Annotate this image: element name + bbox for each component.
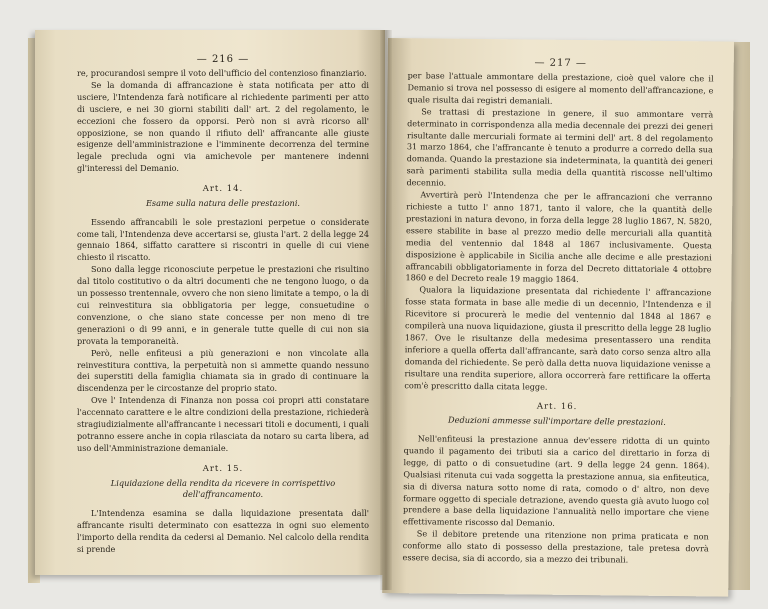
article-16-heading: Art. 16. (536, 402, 578, 413)
left-paragraph: L'Intendenza esamina se dalla liquidazione presentata dall' affrancante risulti determinato con esattezza in ogni suo elemento l'importo della rendita da cedersi al Demanio. Nel calcolo della rendita si prende (77, 507, 369, 554)
right-paragraph: Se il debitore pretende una ritenzione non prima praticata e non conforme allo stato di possesso della prestazione, tale pretesa dovrà essere decisa, sia di accordo, sia a mezzo dei tribunali. (402, 528, 709, 565)
book-gutter (380, 30, 392, 590)
article-15-title: Liquidazione della rendita da ricevere in corrispettivo (110, 477, 336, 488)
right-page (382, 38, 734, 597)
right-paragraph: Nell'enfiteusi la prestazione annua dev'essere ridotta di un quinto quando il pagamento dei tributi sia a carico del direttario in forza di legge, di patto o di consuetudine (art. 9 della legge 24 genn. 1864). Qualsiasi ritenuta cui vada soggetta la prestazione annua, sia enfiteutica, sia di diversa natura sotto nome di rata, comodo o d' altro, non deve formare oggetto di speciale detrazione, avendo questa già avuto luogo col prendere a base della liquidazione l'annualità nello importare che viene effettivamente riscosso dal Demanio. (402, 433, 710, 529)
article-15-heading: Art. 15. (202, 463, 244, 474)
right-paragraph: Avvertirà però l'Intendenza che per le affrancazioni che verranno richieste a tutto l' anno 1871, tanto il valore, che la quantità delle prestazioni in natura devono, in forza della legge 28 luglio 1867, N. 5820, essere stabilite in base al prezzo medio delle mercuriali alla quantità media del ventennio dal 1848 al 1867 inclusivamente. Questa disposizione è applicabile in Sicilia anche alle decime e alle prestazioni affrancabili obbligatoriamente in forza del Decreto dittatoriale 4 ottobre 1860 e del Decreto reale 19 maggio 1864. (405, 189, 713, 285)
left-page (35, 30, 385, 575)
left-paragraph: Se la domanda di affrancazione è stata notificata per atto di usciere, l'Intendenza farà notificare al richiedente parimenti per atto di usciere, e nei 30 giorni stabiliti dall' art. 2 del regolamento, le eccezioni che fossero da opporsi. Però non si avrà ricorso all' opposizione, se non quando il rifiuto dell' affrancante alle giuste esigenze dell'amministrazione e l'imminente decorrenza del termine legale precluda ogni via amichevole per mantenere indenni gl'interessi del Demanio. (77, 79, 369, 174)
left-paragraph: Sono dalla legge riconosciute perpetue le prestazioni che risultino dal titolo costitutivo o da altri documenti che ne tengono luogo, o da un possesso trentennale, ovvero che non sieno limitate a tempo, o la di cui reinvestitura sia obbligatoria per legge, consuetudine o convenzione, o che siano state concesse per non meno di tre generazioni o di 99 anni, e in generale tutte quelle di cui non sia provata la temporaneità. (77, 264, 369, 346)
left-paragraph: re, procurandosi sempre il voto dell'ufficio del contenzioso finanziario. (77, 68, 367, 78)
article-14-heading: Art. 14. (202, 184, 244, 195)
article-14-title: Esame sulla natura delle prestazioni. (145, 198, 301, 209)
right-page-number: — 217 — (534, 57, 588, 70)
left-paragraph: Essendo affrancabili le sole prestazioni perpetue o considerate come tali, l'Intendenza deve accertarsi se, giusta l'art. 2 della legge 24 gennaio 1864, siffatto carattere si riscontri in quelle di cui viene chiesto il riscatto. (77, 216, 369, 263)
article-15-title-line2: dell'affrancamento. (182, 489, 264, 500)
right-paragraph: Se trattasi di prestazione in genere, il suo ammontare verrà determinato in corrispondenza alla media decennale dei prezzi dei generi risultante dalle mercuriali formate ai termini dell' art. 8 del regolamento 31 marzo 1864, che l'affrancante è tenuto a produrre a corredo della sua domanda. Quando la prestazione sia indeterminata, la quantità dei generi sarà parimenti stabilita sulla media della quantità riscosse nell'ultimo decennio. (406, 106, 714, 188)
left-paragraph: Ove l' Intendenza di Finanza non possa coi propri atti constatare l'accennato carattere e le altre condizioni della prestazione, richiederà stragiudizialmente all'affrancante i necessari titoli e documenti, i quali potranno essere anche in copia rilasciata da notaro su carta libera, ad uso dell'Amministrazione demaniale. (77, 395, 369, 453)
article-16-title: Deduzioni ammesse sull'importare delle prestazioni. (448, 415, 666, 428)
left-page-number: — 216 — (196, 54, 250, 65)
right-paragraph: Qualora la liquidazione presentata dal richiedente l' affrancazione fosse stata formata in base alle medie di un decennio, l'Intendenza e il Ricevitore si procurerà le medie del ventennio dal 1848 al 1867 e compilerà una nuova liquidazione, giusta il prescritto della legge 28 luglio 1867. Ove le risultanze della medesima presentassero una rendita inferiore a quella offerta dall'affrancante, sarà dato corso senza altro alla domanda del richiedente. Se però dalla detta nuova liquidazione venisse a risultare una rendita superiore, allora occorrerà fare rettificare la offerta com'è prescritto dalla citata legge. (404, 284, 712, 392)
right-paragraph: per base l'attuale ammontare della prestazione, cioè quel valore che il Demanio si trova nel possesso di esigere al momento dell'affrancazione, e quale risulta dai registri demaniali. (407, 70, 714, 106)
left-paragraph: Però, nelle enfiteusi a più generazioni e non vincolate alla reinvestitura conttiva, la perpetuità non si ammette quando nessuno dei superstiti della famiglia chiamata sia in grado di continuare la discendenza per le circostanze del proprio stato. (77, 347, 369, 394)
